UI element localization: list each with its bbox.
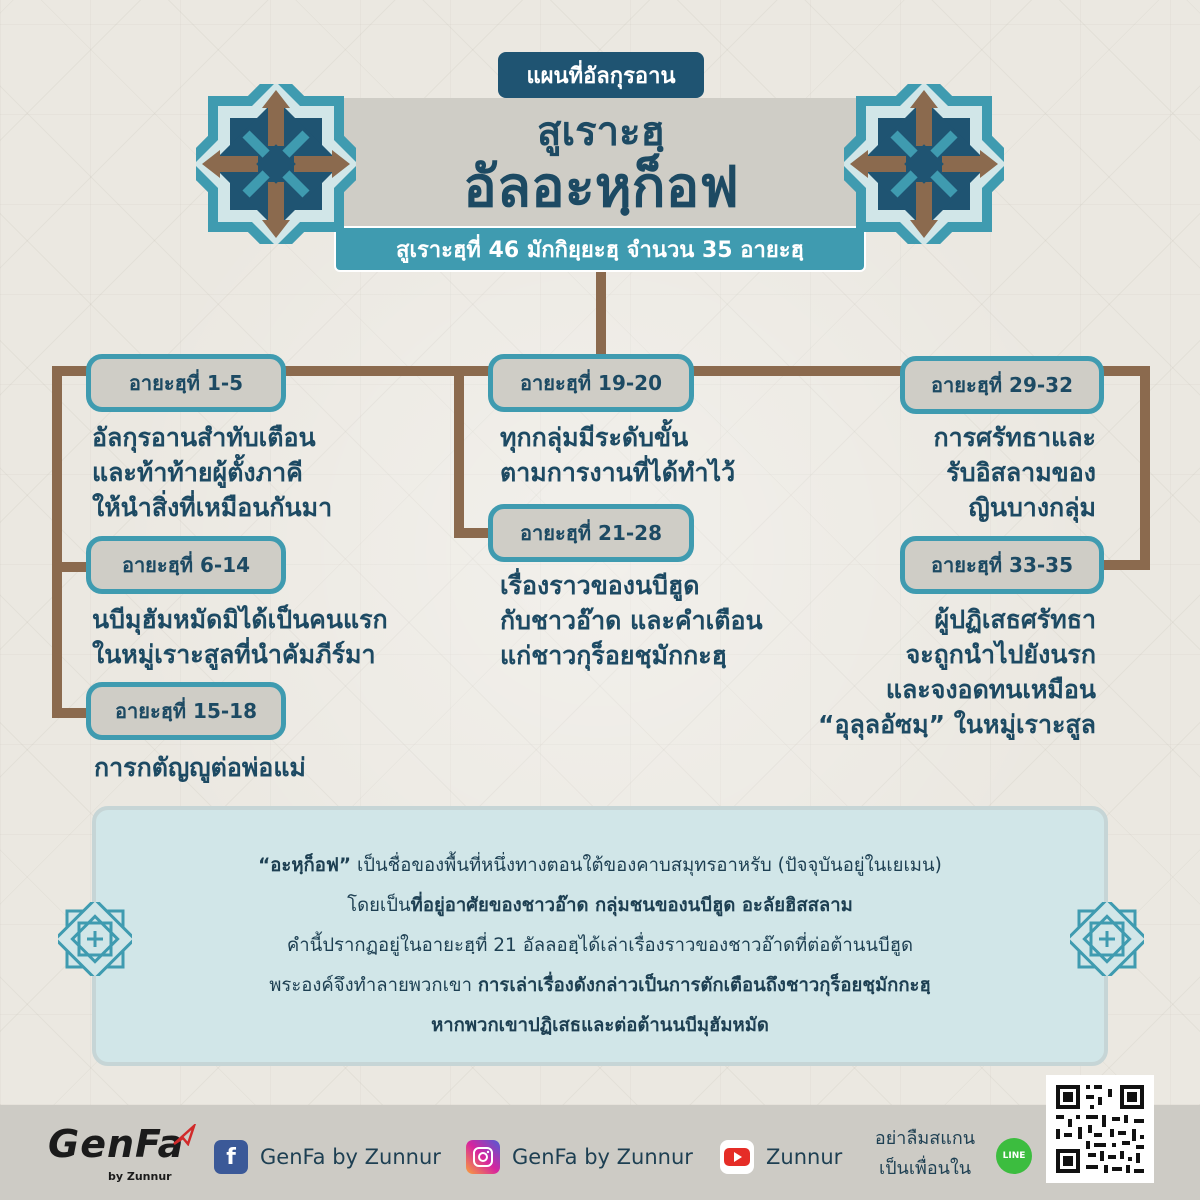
info-bold: “อะหฺก็อฟ” xyxy=(258,855,352,876)
instagram-label: GenFa by Zunnur xyxy=(512,1145,693,1169)
surah-subtitle: สูเราะฮฺที่ 46 มักกิยฺยะฮฺ จำนวน 35 อายะฮฺ xyxy=(334,226,866,272)
facebook-link[interactable] xyxy=(214,1138,441,1176)
desc-line: และจงอดทนเหมือน xyxy=(885,675,1096,704)
verse-pill-19-20: อายะฮฺที่ 19-20 xyxy=(488,354,694,412)
verse-pill-21-28: อายะฮฺที่ 21-28 xyxy=(488,504,694,562)
info-line-5 xyxy=(140,1006,1060,1046)
info-line-4 xyxy=(140,966,1060,1006)
section-desc-29-32 xyxy=(933,420,1096,525)
youtube-label: Zunnur xyxy=(766,1145,843,1169)
section-desc-6-14 xyxy=(92,602,388,672)
info-plain: โดยเป็น xyxy=(347,895,411,916)
line-app-icon[interactable]: LINE xyxy=(996,1138,1032,1174)
info-line-1 xyxy=(140,846,1060,886)
info-line-2 xyxy=(140,886,1060,926)
left-star-ornament-icon xyxy=(196,84,356,244)
desc-line: รับอิสลามของ xyxy=(946,458,1096,487)
desc-line: จะถูกนำไปยังนรก xyxy=(905,640,1096,669)
youtube-icon xyxy=(720,1140,754,1174)
map-label: แผนที่อัลกุรอาน xyxy=(498,52,704,98)
youtube-link[interactable] xyxy=(720,1138,842,1176)
desc-line: ให้นำสิ่งที่เหมือนกันมา xyxy=(92,493,333,522)
scan-line-2: เป็นเพื่อนใน xyxy=(878,1158,972,1179)
facebook-label: GenFa by Zunnur xyxy=(260,1145,441,1169)
desc-line: การกตัญญูต่อพ่อแม่ xyxy=(94,753,306,782)
desc-line: ญินบางกลุ่ม xyxy=(968,493,1096,522)
section-desc-19-20 xyxy=(500,420,735,490)
connector-center-vertical xyxy=(454,366,464,538)
connector-right-vertical xyxy=(1140,366,1150,570)
desc-line: นบีมุฮัมหมัดมิได้เป็นคนแรก xyxy=(92,605,388,634)
left-small-star-icon xyxy=(58,902,132,976)
desc-line: การศรัทธาและ xyxy=(933,423,1096,452)
section-desc-15-18 xyxy=(94,750,306,785)
instagram-icon xyxy=(466,1140,500,1174)
info-bold: ที่อยู่อาศัยของชาวอ๊าด กลุ่มชนของนบีฮูด อะลัยฮิสสลาม xyxy=(410,895,853,916)
info-text xyxy=(140,846,1060,1046)
section-desc-1-5 xyxy=(92,420,332,525)
desc-line: และท้าท้ายผู้ตั้งภาคี xyxy=(92,458,303,487)
verse-pill-29-32: อายะฮฺที่ 29-32 xyxy=(900,356,1104,414)
info-bold: การเล่าเรื่องดังกล่าวเป็นการตักเตือนถึงชาวกุร็อยชฺมักกะฮฺ xyxy=(477,975,931,996)
logo-fa: Fa xyxy=(135,1122,185,1166)
facebook-icon: f xyxy=(214,1140,248,1174)
instagram-link[interactable] xyxy=(466,1138,693,1176)
info-plain: คำนี้ปรากฏอยู่ในอายะฮฺที่ 21 อัลลอฮฺได้เล่าเรื่องราวของชาวอ๊าดที่ต่อต้านนบีฮูด xyxy=(286,935,914,956)
connector-left-vertical xyxy=(52,366,62,718)
desc-line: ในหมู่เราะสูลที่นำคัมภีร์มา xyxy=(92,640,376,669)
desc-line: อัลกุรอานสำทับเตือน xyxy=(92,423,316,452)
desc-line: กับชาวอ๊าด และคำเตือน xyxy=(500,606,763,635)
paper-plane-icon xyxy=(172,1124,196,1146)
logo-gen: Gen xyxy=(48,1122,136,1166)
verse-pill-6-14: อายะฮฺที่ 6-14 xyxy=(86,536,286,594)
logo-subtitle: by Zunnur xyxy=(108,1170,172,1183)
verse-pill-1-5: อายะฮฺที่ 1-5 xyxy=(86,354,286,412)
scan-line-1: อย่าลืมสแกน xyxy=(874,1128,976,1149)
connector-right-branch xyxy=(1100,560,1150,570)
qr-code-icon[interactable] xyxy=(1046,1075,1154,1183)
desc-line: ทุกกลุ่มมีระดับขั้น xyxy=(500,423,689,452)
verse-pill-33-35: อายะฮฺที่ 33-35 xyxy=(900,536,1104,594)
info-plain: พระองค์จึงทำลายพวกเขา xyxy=(269,975,478,996)
right-star-ornament-icon xyxy=(844,84,1004,244)
scan-reminder xyxy=(860,1124,990,1184)
desc-line: “อุลุลอัซมฺ” ในหมู่เราะสูล xyxy=(818,710,1096,739)
info-plain: เป็นชื่อของพื้นที่หนึ่งทางตอนใต้ของคาบสมุทรอาหรับ (ปัจจุบันอยู่ในเยเมน) xyxy=(351,855,942,876)
title-box xyxy=(338,98,864,232)
desc-line: เรื่องราวของนบีฮูด xyxy=(500,571,700,600)
right-small-star-icon xyxy=(1070,902,1144,976)
desc-line: ตามการงานที่ได้ทำไว้ xyxy=(500,458,736,487)
section-desc-33-35 xyxy=(818,602,1096,742)
desc-line: แก่ชาวกุร็อยชฺมักกะฮฺ xyxy=(500,641,727,670)
title-line-2: อัลอะหฺก็อฟ xyxy=(463,155,739,220)
section-desc-21-28 xyxy=(500,568,763,673)
info-bold: หากพวกเขาปฏิเสธและต่อต้านนบีมุฮัมหมัด xyxy=(431,1015,769,1036)
title-line-1: สูเราะฮฺ xyxy=(537,109,665,155)
desc-line: ผู้ปฏิเสธศรัทธา xyxy=(934,605,1096,634)
verse-pill-15-18: อายะฮฺที่ 15-18 xyxy=(86,682,286,740)
info-line-3 xyxy=(140,926,1060,966)
genfa-logo xyxy=(48,1124,184,1164)
